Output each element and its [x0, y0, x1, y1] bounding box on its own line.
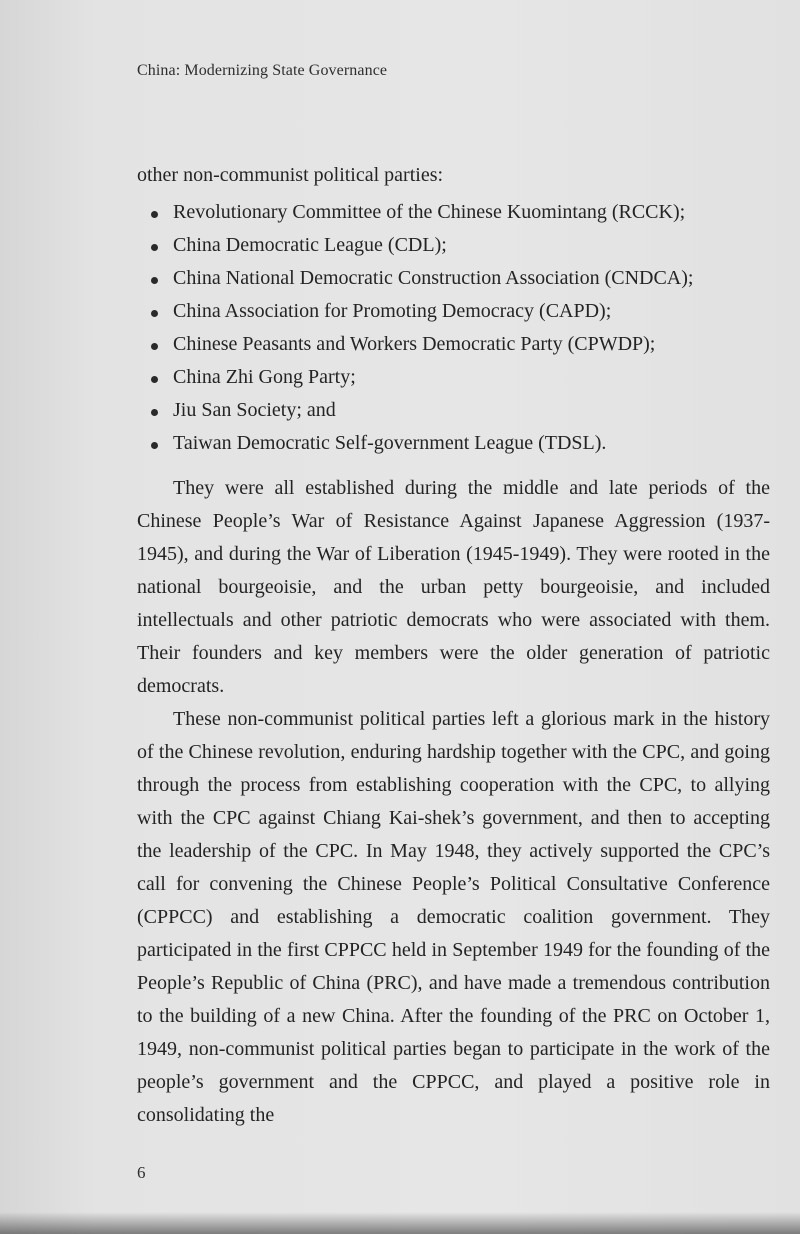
list-item: Taiwan Democratic Self-government League (TDSL).	[173, 427, 770, 460]
bullet-icon	[151, 409, 158, 416]
page-body	[137, 159, 770, 1132]
list-item: China Zhi Gong Party;	[173, 361, 770, 394]
bullet-icon	[151, 211, 158, 218]
list-item: Jiu San Society; and	[173, 394, 770, 427]
party-list	[137, 196, 770, 460]
bullet-icon	[151, 343, 158, 350]
running-header: China: Modernizing State Governance	[137, 62, 388, 79]
body-paragraph: They were all established during the middle and late periods of the Chinese People’s War of Resistance Against Japanese Aggression (1937-1945), and during the War of Liberation (1945-1949). They were rooted in the national bourgeoisie, and the urban petty bourgeoisie, and included intellectuals and other patriotic democrats who were associated with them. Their founders and key members were the older generation of patriotic democrats.	[137, 477, 770, 697]
list-item: China Democratic League (CDL);	[173, 229, 770, 262]
bullet-icon	[151, 310, 158, 317]
bullet-icon	[151, 244, 158, 251]
lead-in-text: other non-communist political parties:	[137, 164, 444, 186]
list-item: Revolutionary Committee of the Chinese Kuomintang (RCCK);	[173, 196, 770, 229]
list-item: China Association for Promoting Democracy (CAPD);	[173, 295, 770, 328]
page-number: 6	[137, 1163, 146, 1182]
page-edge-shadow	[0, 1212, 800, 1234]
bullet-icon	[151, 442, 158, 449]
body-paragraph: These non-communist political parties left a glorious mark in the history of the Chinese revolution, enduring hardship together with the CPC, and going through the process from establishing cooperation with the CPC, to allying with the CPC against Chiang Kai-shek’s government, and then to accepting the leadership of the CPC. In May 1948, they actively supported the CPC’s call for convening the Chinese People’s Political Consultative Conference (CPPCC) and establishing a democratic coalition government. They participated in the first CPPCC held in September 1949 for the founding of the People’s Republic of China (PRC), and have made a tremendous contribution to the building of a new China. After the founding of the PRC on October 1, 1949, non-communist political parties began to participate in the work of the people’s government and the CPPCC, and played a positive role in consolidating the	[137, 708, 770, 1126]
bullet-icon	[151, 277, 158, 284]
list-item: China National Democratic Construction Association (CNDCA);	[173, 262, 770, 295]
bullet-icon	[151, 376, 158, 383]
list-item: Chinese Peasants and Workers Democratic Party (CPWDP);	[173, 328, 770, 361]
